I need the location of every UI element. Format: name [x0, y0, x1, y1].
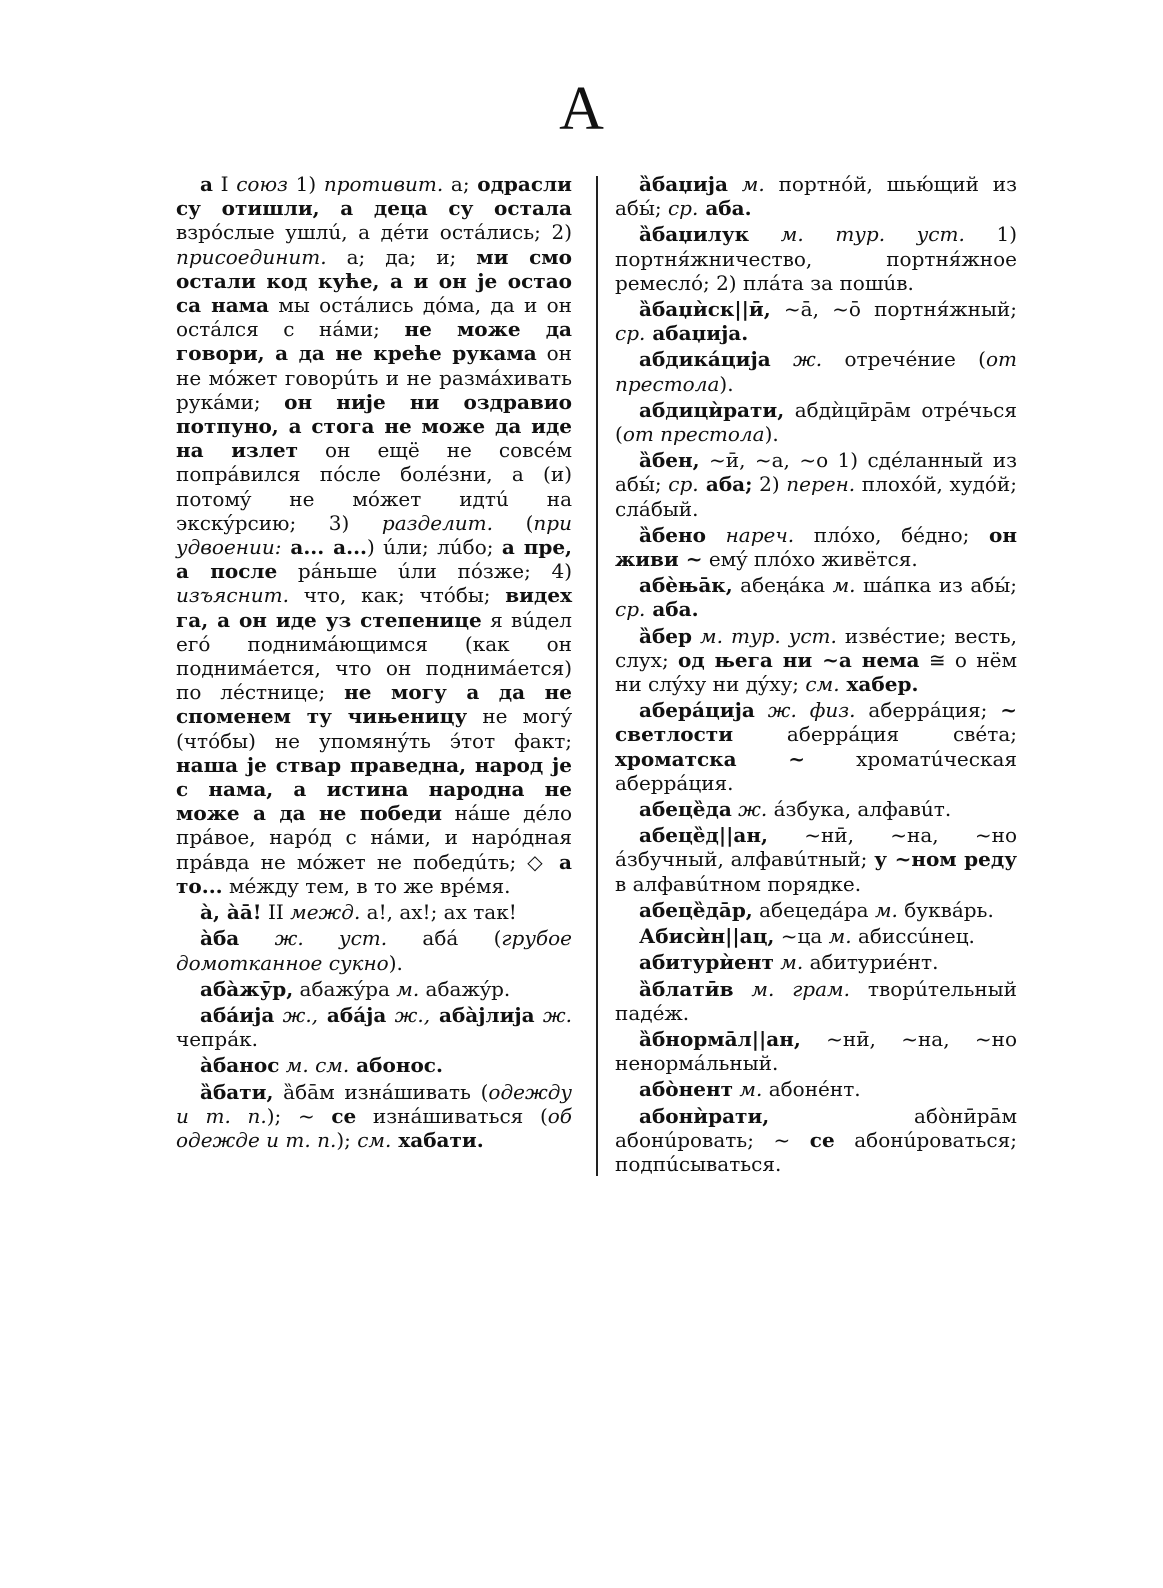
- entry-headword: а̏блатӣв: [639, 976, 734, 1001]
- entry-headword: абеце̏да: [639, 797, 732, 822]
- entry-headword: а̀банос: [200, 1053, 280, 1078]
- entry-headword: абитурѝент: [639, 950, 774, 975]
- entry-abeno: а̏бено нареч. плóхо, бéдно; он живи ~ емý плóхо живётся.: [615, 522, 1017, 572]
- left-column: [176, 172, 572, 1154]
- entry-abadzhiski: а̏баџѝск||ӣ, ~а̄, ~о̄ портня́жный; ср. абаџија.: [615, 297, 1017, 346]
- entry-abadzhija: а̏баџија м. портнóй, шью́щий из абы́; ср. аба.: [615, 172, 1017, 221]
- entry-headword: абера́ција: [639, 698, 755, 723]
- right-column: [615, 172, 1017, 1178]
- entry-abonirati: абонѝрати, або̀нӣра̄м абонúровать; ~ се абонúроваться; подпúсываться.: [615, 1103, 1017, 1176]
- entry-aben: а̏бен, ~ӣ, ~а, ~о 1) сдéланный из абы́; ср. аба; 2) перен. плохóй, худóй; слáбый.: [615, 448, 1017, 521]
- entry-abeceda: абеце̏да ж. áзбука, алфавúт.: [639, 797, 952, 822]
- entry-abiturijent: абитурѝент м. абитуриéнт.: [639, 950, 939, 975]
- page-letter-heading: А: [559, 75, 604, 143]
- entry-abadzhiluk: а̏баџилук м. тур. уст. 1) портня́жничество, портня́жное ремеслó; 2) плáта за пошúв.: [615, 222, 1018, 295]
- entry-headword: абеце̏д||ан,: [639, 823, 768, 848]
- entry-headword: а̀ба: [200, 926, 240, 951]
- entry-a-union: а I союз 1) противит. а; одрасли су отишли, а деца су остала взрóслые ушлú, а дéти остáлись; 2) присоединит. а; да; и; ми смо остали код куће, а и он је остао са нама мы остáлись дóма, да и он остáлся с нáми; не може да говори, а да не креће рукама он не мóжет говорúть и не размáхивать рукáми; он није ни оздравио потпуно, а стога не може да иде на излет он ещё не совсéм попрáвился пóсле болéзни, а (и) потомý не мóжет идтú на экскýрсию; 3) разделит. (при удвоении: а... а...) úли; лúбо; а пре, а после рáньше úли пóзже; 4) изъяснит. что, как; чтóбы; видех га, а он иде уз степенице я вúдел егó поднимáющимся (как он поднимáется, что он поднимáется) по лéстнице; не могу а да не споменем ту чињеницу не могý (чтóбы) не упомянýть э́тот факт; наша је ствар праведна, народ је с нама, а истина народна не може а да не победи нáше дéло прáвое, нарóд с нáми, и нарóдная прáвда не мóжет не победúть; ◇ а то... мéжду тем, в то же врéмя.: [176, 172, 573, 898]
- entry-abecedan: абеце̏д||ан, ~нӣ, ~на, ~но áзбучный, алфавúтный; у ~ном реду в алфавúтном порядке.: [615, 823, 1017, 896]
- entry-headword: а̏бати,: [200, 1079, 274, 1104]
- entry-abdicirati: абдицѝрати, абдѝцӣра̄м отрéчься (от престола).: [615, 397, 1017, 447]
- entry-aba: а̀ба ж. уст. абá (грубое домотканное сукно).: [176, 926, 573, 975]
- entry-ablativ: а̏блатӣв м. грам. творúтельный падéж.: [615, 976, 1017, 1025]
- column-divider: [596, 176, 598, 1176]
- entry-headword: а̏бнорма̄л||ан,: [639, 1026, 801, 1051]
- entry-headword: абонѝрати,: [639, 1103, 770, 1128]
- entry-headword: а̏бер: [639, 623, 693, 648]
- entry-headword: аба̀жӯр,: [200, 976, 294, 1001]
- entry-headword: абеце̏да̄р,: [639, 897, 753, 922]
- entry-headword: Абисѝн||ац,: [639, 924, 775, 949]
- entry-headword: а̏баџилук: [639, 222, 750, 247]
- entry-abaija: аба́ија ж., аба́ја ж., аба̀јлија ж. чепрáк.: [176, 1002, 572, 1052]
- entry-abdikacija: абдика́ција ж. отречéние (от престола).: [615, 347, 1017, 396]
- entry-abecedar: абеце̏да̄р, абецедáра м. буквáрь.: [639, 897, 994, 922]
- diamond-icon: ◇: [527, 849, 548, 874]
- entry-aber: а̏бер м. тур. уст. извéстие; весть, слух; од њега ни ~а нема ≅ о нём ни слýху ни дýху; см. хабер.: [615, 623, 1017, 697]
- entry-abonent: або̀нент м. абонéнт.: [639, 1077, 861, 1102]
- entry-abanos: а̀банос м. см. абонос.: [200, 1053, 443, 1078]
- entry-headword: аба́ија: [200, 1002, 275, 1027]
- entry-headword: абдика́ција: [639, 347, 771, 372]
- entry-headword: а̏баџѝск||ӣ,: [639, 297, 771, 322]
- entry-headword: абдицѝрати,: [639, 397, 785, 422]
- entry-headword: або̀нент: [639, 1077, 734, 1102]
- entry-aberacija: абера́ција ж. физ. аберрáция; ~ светлости аберрáция свéта; хроматска ~ хроматúческая аберрáция.: [615, 698, 1017, 795]
- entry-a-interj: а̀, а̀а̄! II межд. а!, ах!; ах так!: [200, 900, 517, 925]
- entry-headword: а̏бен,: [639, 448, 700, 473]
- entry-abazhur: аба̀жӯр, абажýра м. абажýр.: [200, 976, 511, 1001]
- entry-abati: а̏бати, а̏ба̄м изнáшивать (одежду и т. п.); ~ се изнáшиваться (об одежде и т. п.); см. хабати.: [176, 1079, 572, 1152]
- entry-abisinac: Абисѝн||ац, ~ца м. абиссúнец.: [639, 924, 975, 949]
- entry-headword: а̀, а̀а̄!: [200, 900, 262, 925]
- entry-headword: а̏баџија: [639, 172, 728, 196]
- entry-headword: а̏бено: [639, 522, 707, 547]
- entry-abenjak: абѐња̄к, абеңáка м. шáпка из абы́; ср. аба.: [615, 573, 1017, 622]
- entry-headword: абѐња̄к,: [639, 573, 733, 598]
- entry-abnormalan: а̏бнорма̄л||ан, ~нӣ, ~на, ~но ненормáльный.: [615, 1026, 1017, 1076]
- entry-headword: а: [200, 172, 213, 196]
